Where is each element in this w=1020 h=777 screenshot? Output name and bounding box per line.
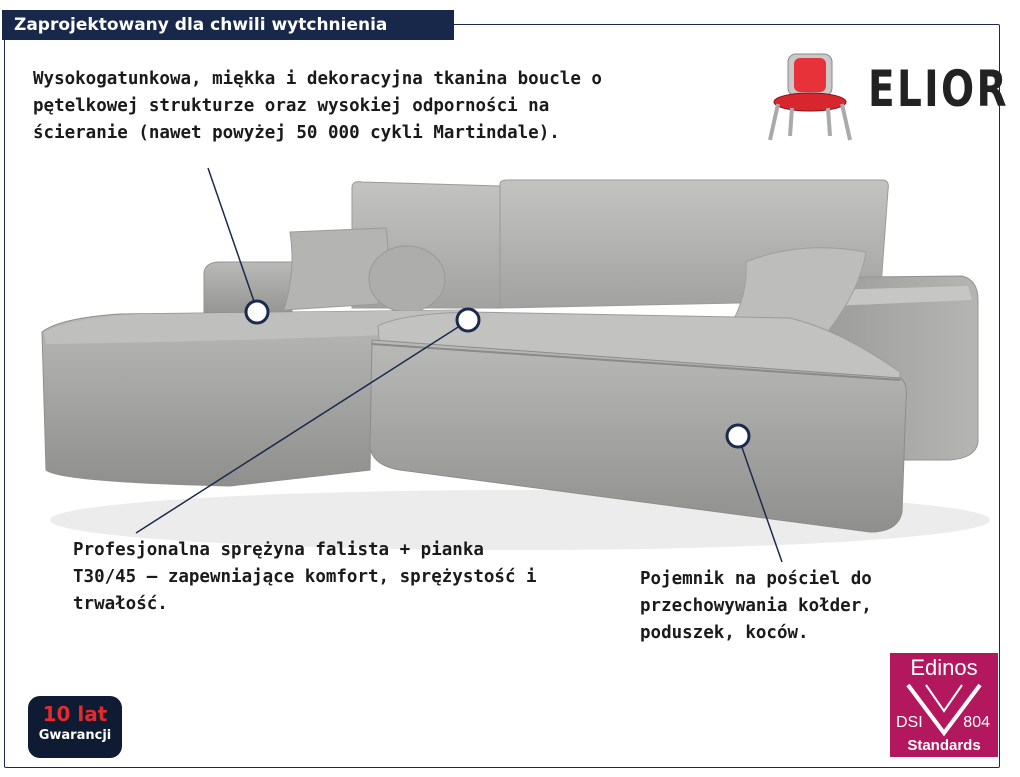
- callout-marker-fabric: [246, 301, 268, 323]
- warranty-badge: [28, 696, 122, 758]
- feature-fabric-text: Wysokogatunkowa, miękka i dekoracyjna tkanina boucle o pętelkowej strukturze oraz wysokiej odporności na ścieranie (nawet powyżej 50 000 cykli Martindale).: [33, 69, 602, 143]
- feature-storage-text: Pojemnik na pościel do przechowywania kołder, poduszek, koców.: [640, 569, 872, 643]
- page-title: Zaprojektowany dla chwili wytchnienia: [2, 10, 454, 40]
- edinos-title: Edinos: [910, 655, 978, 680]
- edinos-standards-badge: [890, 653, 998, 757]
- edinos-dsi: DSI: [896, 714, 923, 731]
- warranty-label: Gwarancji: [38, 728, 112, 743]
- callout-marker-spring: [457, 309, 479, 331]
- brand-name: ELIOR: [868, 60, 1009, 118]
- feature-spring-text: Profesjonalna sprężyna falista + pianka T30/45 – zapewniające komfort, sprężystość i trwałość.: [73, 540, 537, 614]
- edinos-standards: Standards: [907, 737, 981, 754]
- callout-marker-storage: [727, 425, 749, 447]
- warranty-years: 10 lat: [42, 702, 108, 726]
- edinos-number: 804: [963, 714, 990, 731]
